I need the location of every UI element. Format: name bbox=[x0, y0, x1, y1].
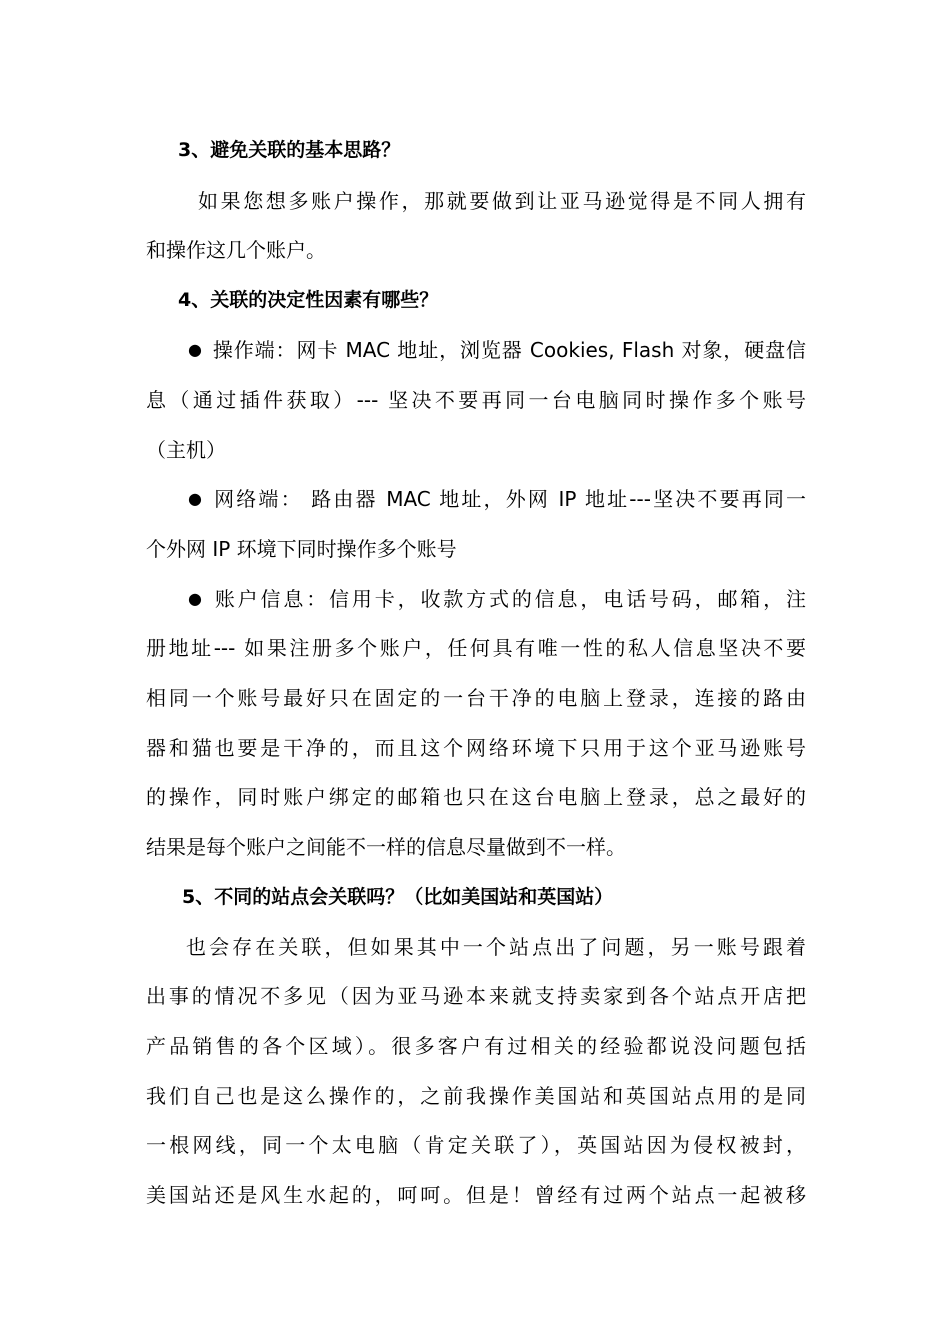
section-5-line-4: 我们自己也是这么操作的，之前我操作美国站和英国站点用的是同 bbox=[146, 1084, 806, 1108]
bullet-3-line-4: 器和猫也要是干净的，而且这个网络环境下只用于这个亚马逊账号 bbox=[146, 736, 806, 760]
section-3-line-2: 和操作这几个账户。 bbox=[146, 238, 326, 262]
section-5-line-2: 出事的情况不多见（因为亚马逊本来就支持卖家到各个站点开店把 bbox=[146, 984, 806, 1008]
section-5-line-3: 产品销售的各个区域）。很多客户有过相关的经验都说没问题包括 bbox=[146, 1034, 806, 1058]
bullet-3-line-6: 结果是每个账户之间能不一样的信息尽量做到不一样。 bbox=[146, 835, 626, 859]
bullet-3-line-5: 的操作，同时账户绑定的邮箱也只在这台电脑上登录，总之最好的 bbox=[146, 785, 806, 809]
bullet-1-line-2: 息（通过插件获取）--- 坚决不要再同一台电脑同时操作多个账号 bbox=[146, 388, 806, 412]
section-3-heading: 3、避免关联的基本思路？ bbox=[178, 139, 401, 161]
bullet-2-line-1 bbox=[188, 485, 806, 513]
bullet-2-text: 网络端： 路由器 MAC 地址，外网 IP 地址---坚决不要再同一 bbox=[211, 487, 806, 511]
section-4-heading: 4、关联的决定性因素有哪些？ bbox=[178, 289, 439, 311]
bullet-3-line-1 bbox=[188, 585, 806, 613]
section-5-line-5: 一根网线，同一个太电脑（肯定关联了），英国站因为侵权被封， bbox=[146, 1133, 806, 1157]
section-3-line-1: 如果您想多账户操作，那就要做到让亚马逊觉得是不同人拥有 bbox=[198, 189, 806, 213]
bullet-1-line-3: （主机） bbox=[146, 438, 226, 462]
bullet-3-line-2: 册地址--- 如果注册多个账户，任何具有唯一性的私人信息坚决不要 bbox=[146, 636, 806, 660]
bullet-1-line-1 bbox=[188, 336, 806, 364]
bullet-icon: ● bbox=[188, 489, 202, 508]
bullet-icon: ● bbox=[188, 589, 202, 608]
bullet-2-line-2: 个外网 IP 环境下同时操作多个账号 bbox=[146, 537, 457, 561]
bullet-1-text: 操作端：网卡 MAC 地址，浏览器 Cookies, Flash 对象，硬盘信 bbox=[211, 338, 806, 362]
section-5-heading: 5、不同的站点会关联吗？（比如美国站和英国站） bbox=[182, 886, 614, 908]
section-5-line-1: 也会存在关联，但如果其中一个站点出了问题，另一账号跟着 bbox=[186, 935, 806, 959]
bullet-3-text: 账户信息：信用卡，收款方式的信息，电话号码，邮箱，注 bbox=[211, 587, 806, 611]
bullet-icon: ● bbox=[188, 340, 202, 359]
bullet-3-line-3: 相同一个账号最好只在固定的一台干净的电脑上登录，连接的路由 bbox=[146, 686, 806, 710]
section-5-line-6: 美国站还是风生水起的，呵呵。但是！曾经有过两个站点一起被移 bbox=[146, 1183, 806, 1207]
